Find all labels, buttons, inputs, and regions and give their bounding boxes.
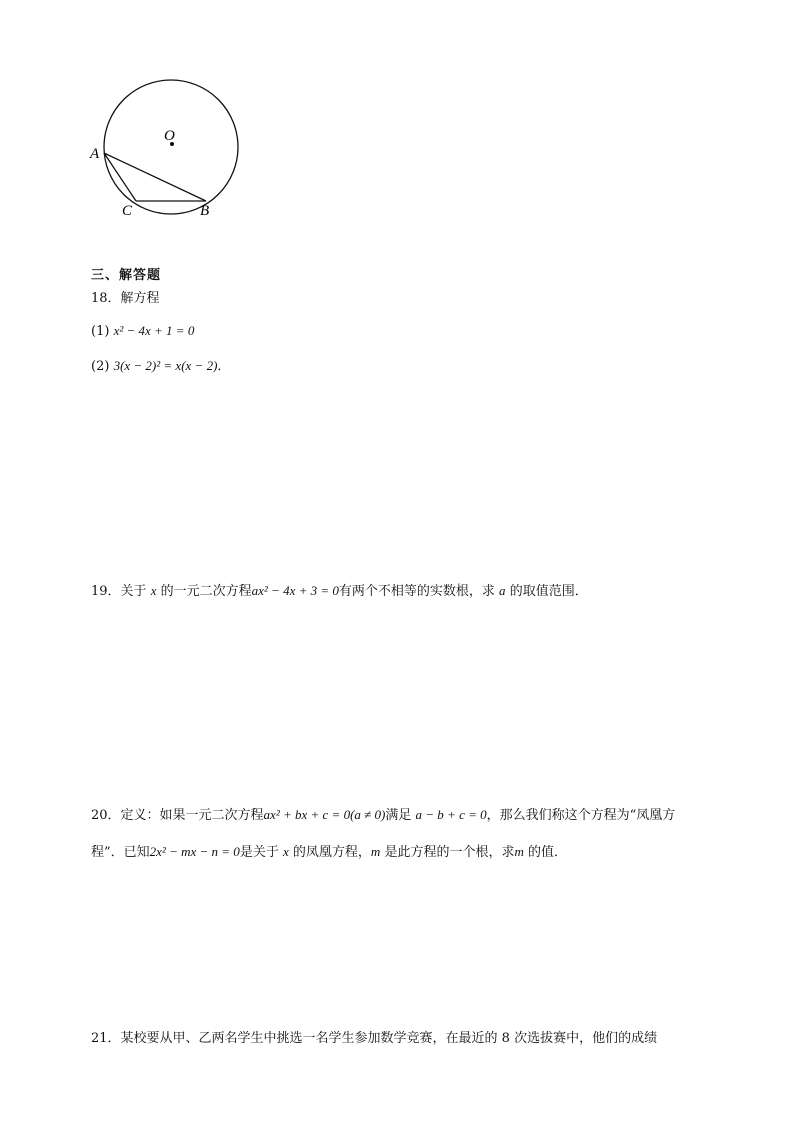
q19-eq: ax² − 4x + 3 = 0 — [251, 583, 339, 598]
q18-title: 18．解方程 — [91, 291, 160, 306]
q21-text: 21．某校要从甲、乙两名学生中挑选一名学生参加数学竞赛，在最近的 8 次选拔赛中，他们的成绩 — [91, 1031, 658, 1046]
q18-part1-num: (1) — [91, 324, 110, 339]
label-a: A — [90, 146, 100, 162]
q19-text — [91, 581, 588, 602]
q20-var-m: m — [370, 844, 381, 859]
q20-line2-start: 程”．已知 — [91, 845, 150, 860]
q19-mid2: 有两个不相等的实数根，求 — [338, 584, 495, 599]
circle-diagram — [88, 70, 258, 230]
q20-mid5: 是此方程的一个根，求 — [384, 845, 515, 860]
q19-var-a: a — [499, 583, 506, 598]
label-c: C — [122, 203, 133, 219]
q20-var-x: x — [282, 844, 289, 859]
circle-o — [104, 80, 238, 214]
q20-end: 的值． — [527, 845, 567, 860]
section-title: 三、解答题 — [91, 268, 162, 283]
q20-prefix: 20．定义：如果一元二次方程 — [91, 808, 264, 823]
q18-part1-eq: x² − 4x + 1 = 0 — [113, 323, 195, 338]
q20-eq3: 2x² − mx − n = 0 — [149, 844, 240, 859]
label-o: O — [164, 128, 175, 144]
q20-eq2: a − b + c = 0 — [415, 807, 487, 822]
q19-var-x: x — [150, 583, 157, 598]
q18-part2 — [91, 356, 230, 377]
q18-part1 — [91, 321, 194, 342]
q20-mid2: ，那么我们称这个方程为“凤凰方 — [486, 808, 676, 823]
q20-eq1: ax² + bx + c = 0(a ≠ 0) — [263, 807, 386, 822]
q20-mid1: 满足 — [385, 808, 412, 823]
q20-mid3: 是关于 — [239, 845, 279, 860]
q18-part2-num: (2) — [91, 359, 110, 374]
label-b: B — [200, 203, 210, 219]
circle-figure — [88, 70, 258, 230]
q18-part2-eq: 3(x − 2)² = x(x − 2) — [113, 358, 218, 373]
q18-part2-end: ． — [217, 359, 231, 374]
q19-prefix: 19．关于 — [91, 584, 147, 599]
q20-mid4: 的凤凰方程， — [292, 845, 371, 860]
q20-line1 — [91, 805, 675, 826]
q19-end: 的取值范围． — [509, 584, 588, 599]
q20-var-m2: m — [514, 844, 524, 859]
q20-line2 — [91, 842, 567, 863]
q19-mid1: 的一元二次方程 — [160, 584, 252, 599]
